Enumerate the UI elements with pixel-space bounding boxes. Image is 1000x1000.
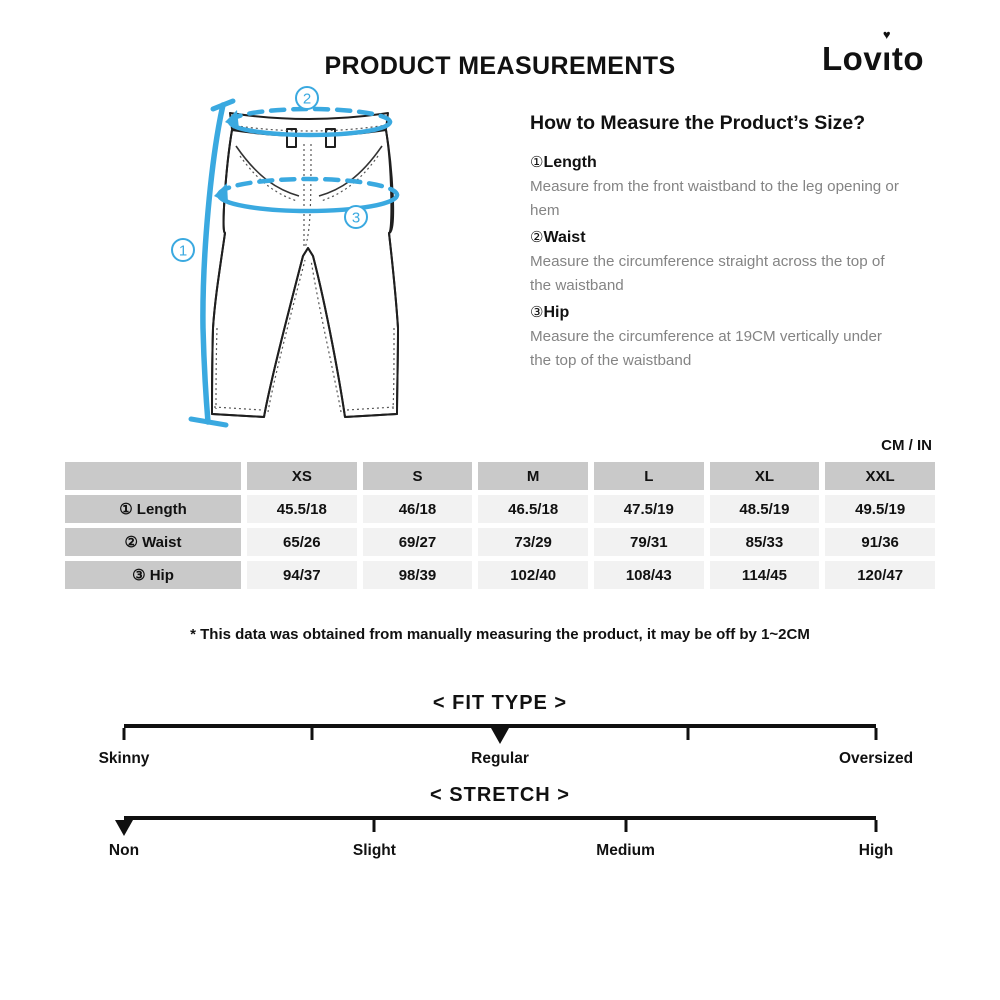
hip-xxl: 120/47 xyxy=(825,561,935,589)
hip-m: 102/40 xyxy=(478,561,588,589)
pants-drawing xyxy=(150,86,484,440)
fit-type-scale xyxy=(98,692,914,772)
callout-waist xyxy=(296,87,318,109)
scale-tick xyxy=(687,728,690,740)
stretch-labels xyxy=(108,842,894,864)
waist-m: 73/29 xyxy=(478,528,588,556)
hip-s: 98/39 xyxy=(363,561,473,589)
callout-2-number: 2 xyxy=(302,90,312,108)
row-label-waist: ② Waist xyxy=(65,528,241,556)
measure-item-hip xyxy=(530,301,922,373)
size-col-xl: XL xyxy=(710,462,820,490)
scale-label-medium: Medium xyxy=(596,842,655,859)
how-to-heading: How to Measure the Product’s Size? xyxy=(530,112,866,134)
scale-label-skinny: Skinny xyxy=(98,750,150,767)
callout-3-number: 3 xyxy=(351,209,361,227)
measure-item-waist xyxy=(530,226,922,298)
item-number: ② xyxy=(530,229,544,246)
length-s: 46/18 xyxy=(363,495,473,523)
waist-xxl: 91/36 xyxy=(825,528,935,556)
brand-i-stem: ı xyxy=(882,40,892,77)
row-label-hip: ③ Hip xyxy=(65,561,241,589)
corner-cell xyxy=(65,462,241,490)
size-table xyxy=(59,457,941,594)
waist-xs: 65/26 xyxy=(247,528,357,556)
pants-diagram xyxy=(150,86,484,440)
hip-l: 108/43 xyxy=(594,561,704,589)
stretch-track xyxy=(124,816,876,837)
scale-label-oversized: Oversized xyxy=(838,750,914,767)
fit-type-title: < FIT TYPE > xyxy=(432,692,568,714)
waist-l: 79/31 xyxy=(594,528,704,556)
measurement-disclaimer: * This data was obtained from manually measuring the product, it may be off by 1~2CM xyxy=(190,626,810,643)
how-to-measure-section xyxy=(530,112,922,376)
table-row-waist xyxy=(65,528,935,556)
size-col-s: S xyxy=(363,462,473,490)
scale-tick xyxy=(373,820,376,832)
item-name: Hip xyxy=(543,304,570,321)
waist-xl: 85/33 xyxy=(710,528,820,556)
stretch-scale xyxy=(108,784,894,864)
size-col-xs: XS xyxy=(247,462,357,490)
fit-type-track xyxy=(124,724,876,745)
waist-s: 69/27 xyxy=(363,528,473,556)
length-xxl: 49.5/19 xyxy=(825,495,935,523)
size-col-m: M xyxy=(478,462,588,490)
item-description: Measure the circumference straight across the top of the waistband xyxy=(530,253,885,294)
heart-icon: ♥ xyxy=(882,27,892,42)
scale-label-regular: Regular xyxy=(471,750,529,767)
length-xl: 48.5/19 xyxy=(710,495,820,523)
page-title: PRODUCT MEASUREMENTS xyxy=(324,52,676,80)
scale-tick xyxy=(875,820,878,832)
stretch-title: < STRETCH > xyxy=(430,784,570,806)
size-col-l: L xyxy=(594,462,704,490)
scale-label-high: High xyxy=(858,842,894,859)
scale-tick xyxy=(311,728,314,740)
brand-prefix: Lov xyxy=(822,40,883,77)
hip-xl: 114/45 xyxy=(710,561,820,589)
table-row-hip xyxy=(65,561,935,589)
scale-tick xyxy=(875,728,878,740)
length-xs: 45.5/18 xyxy=(247,495,357,523)
unit-label: CM / IN xyxy=(881,437,932,454)
brand-i xyxy=(882,27,892,78)
callout-length xyxy=(172,239,194,261)
brand-logo xyxy=(822,27,924,78)
item-number: ① xyxy=(530,154,544,171)
hip-xs: 94/37 xyxy=(247,561,357,589)
item-description: Measure from the front waistband to the leg opening or hem xyxy=(530,178,899,219)
size-col-xxl: XXL xyxy=(825,462,935,490)
item-number: ③ xyxy=(530,304,544,321)
scale-label-slight: Slight xyxy=(352,842,396,859)
callout-hip xyxy=(345,206,367,228)
fit-type-labels xyxy=(98,750,914,772)
length-m: 46.5/18 xyxy=(478,495,588,523)
row-label-length: ① Length xyxy=(65,495,241,523)
item-description: Measure the circumference at 19CM vertically under the top of the waistband xyxy=(530,328,882,369)
size-table-header-row xyxy=(65,462,935,490)
scale-tick xyxy=(123,728,126,740)
scale-marker-icon xyxy=(491,728,509,744)
item-name: Waist xyxy=(543,229,586,246)
measure-item-length xyxy=(530,151,922,223)
scale-label-non: Non xyxy=(108,842,140,859)
scale-tick xyxy=(624,820,627,832)
item-name: Length xyxy=(543,154,597,171)
scale-marker-icon xyxy=(115,820,133,836)
callout-1-number: 1 xyxy=(178,242,188,260)
brand-suffix: to xyxy=(891,40,924,77)
table-row-length xyxy=(65,495,935,523)
length-l: 47.5/19 xyxy=(594,495,704,523)
